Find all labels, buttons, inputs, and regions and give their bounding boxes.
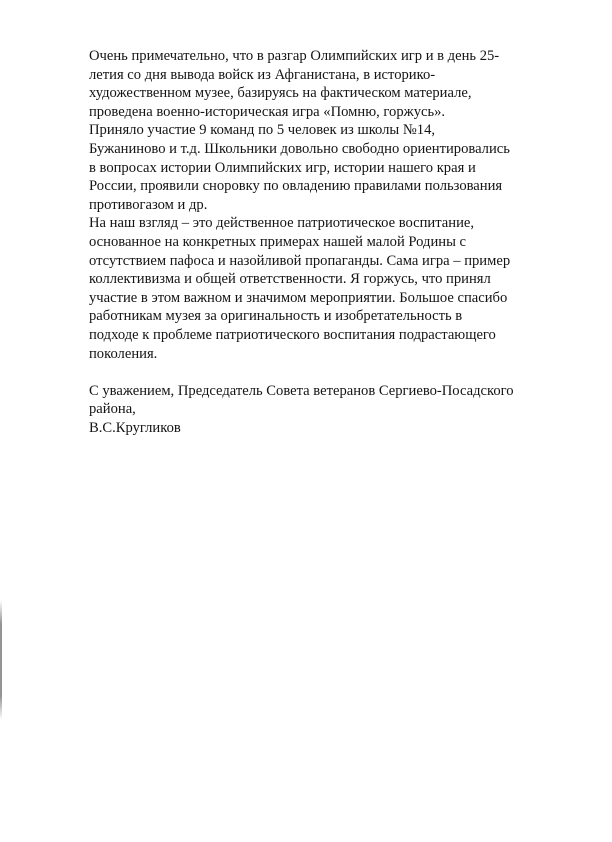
text-line: Очень примечательно, что в разгар Олимпийских игр и в день 25- <box>89 48 500 64</box>
text-line: в вопросах истории Олимпийских игр, истории нашего края и <box>89 159 476 176</box>
paragraph-opinion <box>89 214 589 363</box>
text-line: работникам музея за оригинальность и изобретательность в <box>89 308 463 325</box>
scan-edge-shadow <box>0 600 2 720</box>
text-line: художественном музее, базируясь на фактическом материале, <box>89 85 472 102</box>
text-line: противогазом и др. <box>89 196 208 213</box>
paragraph-olympic-game <box>89 47 589 121</box>
signer-name: В.С.Кругликов <box>89 419 181 436</box>
text-line: На наш взгляд – это действенное патриотическое воспитание, <box>89 215 475 232</box>
text-line: России, проявили сноровку по овладению правилами пользования <box>89 178 503 195</box>
text-line: участие в этом важном и значимом мероприятии. Большое спасибо <box>89 289 508 306</box>
signature-block <box>89 382 589 438</box>
text-line: проведена военно-историческая игра «Помню, горжусь». <box>89 103 446 120</box>
text-line: коллективизма и общей ответственности. Я горжусь, что принял <box>89 271 491 288</box>
text-line: основанное на конкретных примерах нашей малой Родины с <box>89 233 467 250</box>
text-line: поколения. <box>89 345 158 362</box>
text-line: летия со дня вывода войск из Афганистана, в историко- <box>89 66 436 83</box>
text-line: отсутствием пафоса и назойливой пропаганды. Сама игра – пример <box>89 252 511 269</box>
text-line: подходе к проблеме патриотического воспитания подрастающего <box>89 326 496 343</box>
closing-line: района, <box>89 401 136 418</box>
paragraph-participants <box>89 121 589 214</box>
text-line: Приняло участие 9 команд по 5 человек из школы №14, <box>89 122 436 139</box>
text-line: Бужаниново и т.д. Школьники довольно свободно ориентировались <box>89 140 510 157</box>
letter-body <box>89 47 589 437</box>
paragraph-spacer <box>89 363 589 382</box>
closing-line: С уважением, Председатель Совета ветеранов Сергиево-Посадского <box>89 382 514 399</box>
